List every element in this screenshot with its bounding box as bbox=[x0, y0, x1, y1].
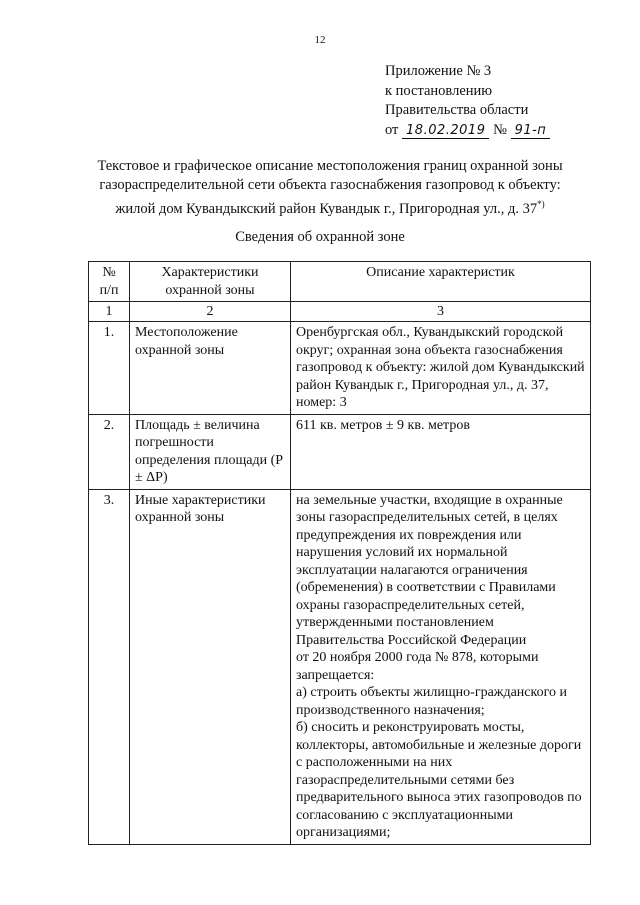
column-number: 2 bbox=[130, 302, 291, 322]
title-line-3 bbox=[60, 195, 600, 219]
row-characteristic: Площадь ± величина погрешности определения площади (Р ± ΔР) bbox=[130, 414, 291, 489]
section-subtitle: Сведения об охранной зоне bbox=[235, 229, 405, 245]
row-description: Оренбургская обл., Кувандыкский городской округ; охранная зона объекта газоснабжения газопровод к объекту: жилой дом Кувандыкский район Кувандык г., Пригородная ул., д. 37, номер: 3 bbox=[291, 322, 591, 415]
row-description: на земельные участки, входящие в охранные зоны газораспределительных сетей, в целях предупреждения их повреждения или нарушения условий их нормальной эксплуатации налагаются ограничения (обременения) в соответствии с Правилами охраны газораспределительных сетей, утвержденными постановлением Правительства Российской Федерации от 20 ноября 2000 года № 878, которыми запрещается: а) строить объекты жилищно-гражданского и производственного назначения; б) сносить и реконструировать мосты, коллекторы, автомобильные и железные дороги с расположенными на них газораспределительными сетями без предварительного выноса этих газопроводов по согласованию с эксплуатационными организациями; bbox=[291, 489, 591, 844]
header-number: № п/п bbox=[89, 262, 130, 302]
title-line-1: Текстовое и графическое описание местоположения границ охранной зоны bbox=[97, 158, 563, 174]
appendix-decree-line: к постановлению bbox=[385, 82, 493, 99]
appendix-date-line bbox=[385, 121, 550, 141]
handwritten-number: 91-п bbox=[511, 123, 551, 139]
row-characteristic: Иные характеристики охранной зоны bbox=[130, 489, 291, 844]
header-description: Описание характеристик bbox=[291, 262, 591, 302]
header-characteristic: Характеристики охранной зоны bbox=[130, 262, 291, 302]
table-header-row bbox=[89, 262, 591, 302]
document-title bbox=[60, 157, 600, 219]
appendix-block bbox=[385, 62, 550, 140]
date-prefix: от bbox=[385, 121, 399, 138]
column-numbering-row bbox=[89, 302, 591, 322]
table-row bbox=[89, 489, 591, 844]
number-prefix: № bbox=[493, 121, 507, 138]
title-line-3-text: жилой дом Кувандыкский район Кувандык г., Пригородная ул., д. 37 bbox=[115, 200, 538, 217]
row-number: 2. bbox=[89, 414, 130, 489]
row-number: 1. bbox=[89, 322, 130, 415]
column-number: 3 bbox=[291, 302, 591, 322]
table-row bbox=[89, 322, 591, 415]
table-row bbox=[89, 414, 591, 489]
page-number: 12 bbox=[314, 34, 326, 46]
row-characteristic: Местоположение охранной зоны bbox=[130, 322, 291, 415]
appendix-government-line: Правительства области bbox=[385, 102, 529, 118]
row-description: 611 кв. метров ± 9 кв. метров bbox=[291, 414, 591, 489]
appendix-title: Приложение № 3 bbox=[385, 63, 492, 79]
title-line-2: газораспределительной сети объекта газоснабжения газопровод к объекту: bbox=[99, 177, 561, 193]
handwritten-date: 18.02.2019 bbox=[402, 123, 489, 139]
footnote-mark: *) bbox=[537, 199, 545, 209]
row-number: 3. bbox=[89, 489, 130, 844]
protection-zone-table bbox=[88, 261, 591, 845]
column-number: 1 bbox=[89, 302, 130, 322]
